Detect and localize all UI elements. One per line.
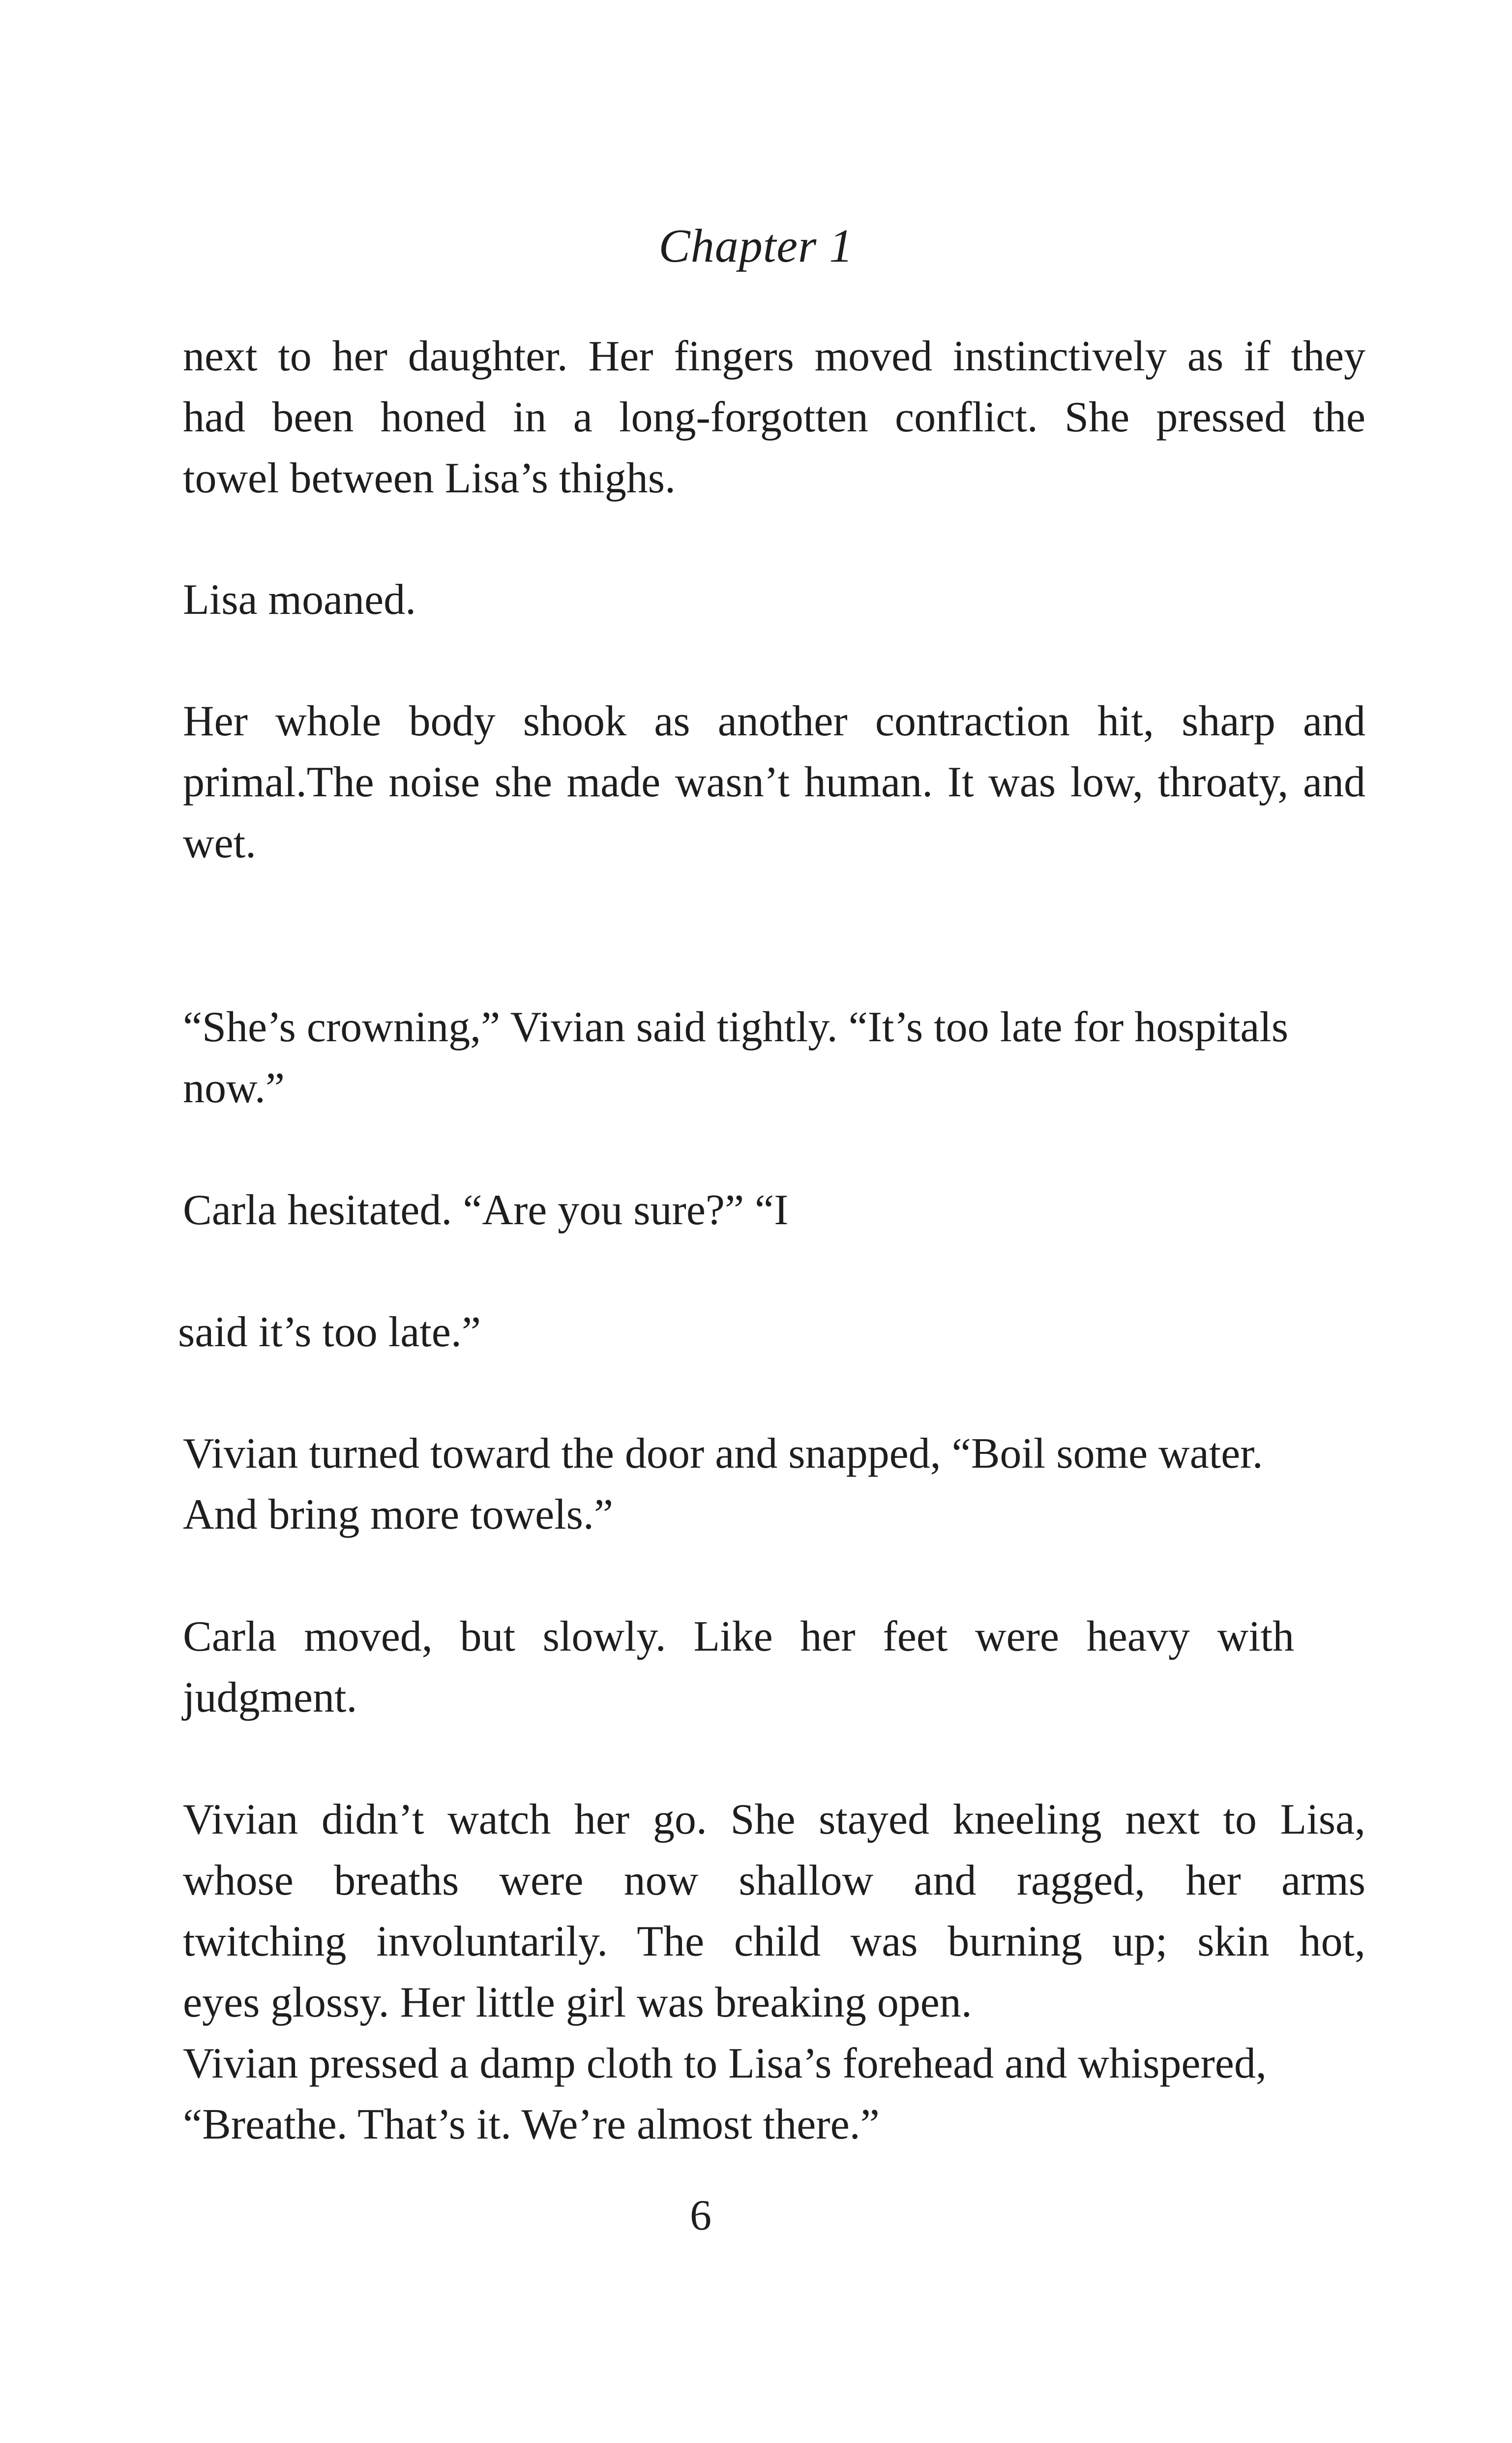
text-line: primal.The noise she made wasn’t human. It was low, throaty, and [183,758,1365,806]
text-line: Lisa moaned. [183,576,416,624]
text-line: Carla hesitated. “Are you sure?” “I [183,1186,789,1234]
text-line: whose breaths were now shallow and ragged, her arms [183,1857,1365,1904]
text-line: Her whole body shook as another contraction hit, sharp and [183,697,1365,745]
text-line: twitching involuntarily. The child was burning up; skin hot, [183,1918,1365,1965]
text-line: “She’s crowning,” Vivian said tightly. “It’s too late for hospitals [183,1003,1289,1051]
text-line: “Breathe. That’s it. We’re almost there.” [183,2101,880,2148]
text-line: said it’s too late.” [178,1308,481,1356]
text-line: eyes glossy. Her little girl was breaking open. [183,1979,972,2026]
text-line: And bring more towels.” [183,1491,613,1538]
text-line: now.” [183,1064,285,1112]
text-line: had been honed in a long-forgotten conflict. She pressed the [183,393,1365,441]
text-line: next to her daughter. Her fingers moved instinctively as if they [183,332,1365,380]
text-line: Carla moved, but slowly. Like her feet were heavy with [183,1613,1294,1660]
text-line: Vivian didn’t watch her go. She stayed kneeling next to Lisa, [183,1796,1365,1843]
text-line: Vivian pressed a damp cloth to Lisa’s forehead and whispered, [183,2040,1267,2087]
text-line: wet. [183,819,257,867]
chapter-heading: Chapter 1 [658,219,854,272]
page-number: 6 [690,2192,712,2239]
text-line: towel between Lisa’s thighs. [183,454,676,502]
text-line: Vivian turned toward the door and snapped, “Boil some water. [183,1430,1263,1478]
text-line: judgment. [183,1674,357,1721]
